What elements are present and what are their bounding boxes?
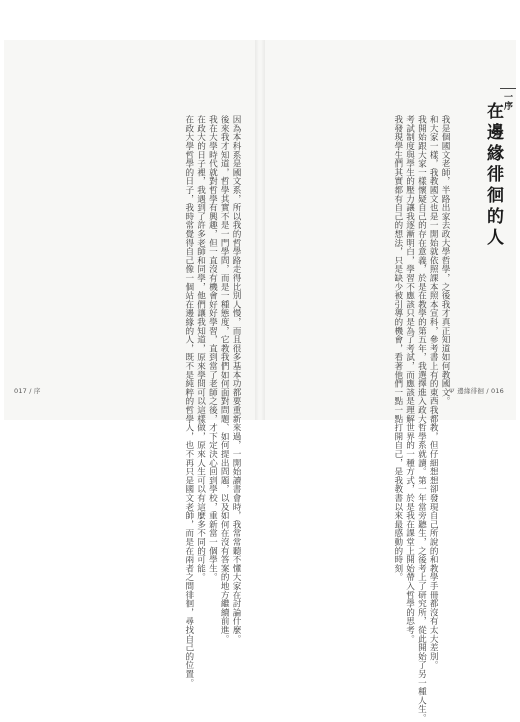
right-page-folio-text: 邊緣徘徊 / 016: [457, 387, 504, 395]
left-paragraph-1: 因為本科系是國文系，所以我的哲學路走得比別人慢，而且很多基本功都要重新來過，一開始讀書會時，我常常聽不懂大家在討論什麼。: [231, 115, 241, 644]
left-page-folio: 017 / 序: [14, 387, 41, 395]
right-paragraph-2: 和大家一樣，我教國文也是一開始就依照課本照本宣科，參考書上有的東西我都教，但仔細想想卻發現自己所說的和教學手冊都沒有太大差別。: [428, 115, 439, 670]
right-page-folio: [449, 386, 504, 395]
left-paragraph-5: 在政大學哲學的日子，我時常覺得自己像一個站在邊緣的人，既不是純粹的哲學人，也不再只是國文老師，而是在兩者之間徘徊，尋找自己的位置。: [183, 115, 194, 688]
left-paragraph-2: 後來我才知道，哲學其實不是一門學問，而是一種態度，它教我們如何面對問題、如何提出問題，以及如何在沒有答案的地方繼續前進。: [219, 115, 230, 644]
right-paragraph-1: 我是個國文老師，半路出家去政大學哲學，之後我才真正知道如何教國文。: [440, 115, 450, 406]
left-page-text: [182, 98, 241, 688]
right-paragraph-5: 我發現學生們其實都有自己的想法，只是缺少被引導的機會，看著他們一點一點打開自己，是我教書以來最感動的時刻。: [392, 115, 403, 582]
right-page-text: [391, 98, 450, 722]
right-page: [265, 40, 516, 722]
right-paragraph-4: 考試制度與學生的壓力讓我逐漸明白，學習不應該只是為了考試，而應該是理解世界的一種方式，於是我在課堂上開始帶入哲學的思考。: [404, 115, 415, 644]
left-page: [4, 40, 255, 688]
book-gutter: [255, 40, 265, 420]
right-paragraph-3: 我開始跟大家一樣懷疑自己的存在意義，於是在教學的第五年，我選擇進入政大哲學系就讀。第一年當旁聽生，之後考上了研究所，從此開始了另一種人生。: [416, 115, 427, 722]
page-title: 在邊緣徘徊的人: [483, 102, 503, 249]
section-rule: [500, 88, 516, 89]
left-paragraph-4: 在政大的日子裡，我遇到了許多老師和同學，他們讓我知道，原來學問可以這樣做，原來人生可以有這麼多不同的可能。: [195, 115, 206, 582]
section-label: 一序: [502, 92, 512, 110]
publisher-logo-icon: Ψ: [448, 387, 455, 395]
left-paragraph-3: 我在大學時代就對哲學有興趣，但一直沒有機會好好學習，直到當了老師之後，才下定決心回到學校，重新當一個學生。: [207, 115, 218, 582]
